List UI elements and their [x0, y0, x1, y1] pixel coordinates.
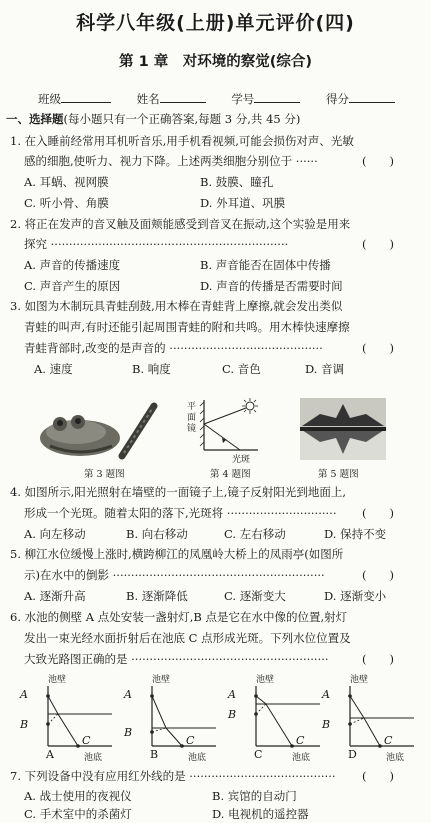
q3-answer-paren[interactable]: ( ) — [362, 341, 394, 355]
panel-b-point-c: C — [186, 734, 195, 747]
q2-line-2: 探究 ································································· — [24, 237, 289, 251]
panel-a-point-a: A — [20, 688, 28, 701]
panel-c-point-c: C — [296, 734, 305, 747]
q1-line-2: 感的细胞,使听力、视力下降。上述两类细胞分别位于 ······ — [24, 154, 318, 168]
page-title: 科学八年级(上册)单元评价(四) — [76, 12, 355, 34]
panel-d-point-c: C — [384, 734, 393, 747]
q7-option-d: D. 电视机的遥控器 — [212, 807, 309, 821]
q2-option-d: D. 声音的传播是否需要时间 — [200, 279, 343, 293]
figure-4-caption: 第 4 题图 — [210, 469, 251, 480]
name-blank[interactable] — [160, 90, 206, 103]
number-blank[interactable] — [254, 90, 300, 103]
panel-b-point-b: B — [124, 726, 133, 739]
panel-a-bottom-label: 池底 — [84, 753, 103, 763]
class-label: 班级 — [38, 92, 61, 106]
q3-option-c: C. 音色 — [222, 362, 261, 376]
q3-option-d: D. 音调 — [305, 362, 345, 376]
q1-option-d: D. 外耳道、巩膜 — [200, 196, 286, 210]
panel-a-wall-label: 池壁 — [48, 675, 67, 685]
section-note: (每小题只有一个正确答案,每题 3 分,共 45 分) — [63, 112, 301, 126]
q5-option-c: C. 逐渐变大 — [224, 589, 286, 603]
q2-answer-paren[interactable]: ( ) — [362, 237, 394, 251]
panel-choice-c[interactable]: C — [254, 748, 263, 761]
q2-option-a: A. 声音的传播速度 — [24, 258, 121, 272]
q6-line-3: 大致光路图正确的是 ······················································ — [24, 652, 329, 666]
panel-c-wall-label: 池壁 — [256, 675, 275, 685]
panel-d-wall-label: 池壁 — [350, 675, 369, 685]
q2-line-1: 2. 将正在发声的音叉触及面颊能感受到音叉在振动,这个实验是用来 — [10, 217, 351, 231]
panel-c-diagram — [236, 684, 320, 750]
q1-answer-paren[interactable]: ( ) — [362, 154, 394, 168]
chapter-subtitle: 第 1 章 对环境的察觉(综合) — [119, 54, 312, 70]
panel-d-diagram — [330, 684, 414, 750]
panel-c-point-a: A — [228, 688, 236, 701]
q4-line-1: 4. 如图所示,阳光照射在墙壁的一面镜子上,镜子反射阳光到地面上, — [10, 485, 347, 499]
q2-option-b: B. 声音能否在固体中传播 — [200, 258, 331, 272]
panel-b-diagram — [132, 684, 216, 750]
score-label: 得分 — [325, 92, 349, 106]
q7-answer-paren[interactable]: ( ) — [362, 769, 394, 783]
panel-c-point-b: B — [228, 708, 237, 721]
q5-line-1: 5. 柳江水位缓慢上涨时,横跨柳江的凤凰岭大桥上的凤雨亭(如图所 — [10, 547, 344, 561]
q7-option-c: C. 手术室中的杀菌灯 — [24, 807, 132, 821]
q4-option-c: C. 左右移动 — [224, 527, 286, 541]
q4-option-a: A. 向左移动 — [24, 527, 86, 541]
q1-option-c: C. 听小骨、角膜 — [24, 196, 109, 210]
panel-d-bottom-label: 池底 — [386, 753, 405, 763]
q4-option-d: D. 保持不变 — [324, 527, 387, 541]
q3-option-a: A. 速度 — [34, 362, 73, 376]
panel-d-point-b: B — [322, 718, 331, 731]
figure-3-caption: 第 3 题图 — [84, 469, 125, 480]
q1-option-b: B. 鼓膜、瞳孔 — [200, 175, 274, 189]
q6-line-1: 6. 水池的侧壁 A 点处安装一盏射灯,B 点是它在水中像的位置,射灯 — [10, 610, 348, 624]
q5-answer-paren[interactable]: ( ) — [362, 568, 394, 582]
panel-b-wall-label: 池壁 — [152, 675, 171, 685]
panel-c-bottom-label: 池底 — [292, 753, 311, 763]
q3-line-3: 青蛙背部时,改变的是声音的 ·········································· — [24, 341, 323, 355]
panel-choice-b[interactable]: B — [150, 748, 159, 761]
pavilion-reflection-image — [300, 398, 386, 460]
q5-option-d: D. 逐渐变小 — [324, 589, 387, 603]
q4-line-2: 形成一个光斑。随着太阳的落下,光斑将 ······························ — [24, 506, 337, 520]
q7-line-1: 7. 下列设备中没有应用红外线的是 ········································ — [10, 769, 336, 783]
student-info-row — [38, 90, 395, 107]
section-heading — [6, 111, 300, 127]
number-label: 学号 — [231, 92, 255, 106]
q6-answer-paren[interactable]: ( ) — [362, 652, 394, 666]
q4-answer-paren[interactable]: ( ) — [362, 506, 394, 520]
panel-choice-d[interactable]: D — [348, 748, 357, 761]
q4-option-b: B. 向右移动 — [126, 527, 188, 541]
q2-option-c: C. 声音产生的原因 — [24, 279, 121, 293]
panel-d-point-a: A — [322, 688, 330, 701]
q3-line-2: 青蛙的叫声,有时还能引起周围青蛙的附和共鸣。用木棒快速摩擦 — [24, 320, 350, 334]
sun-icon — [242, 398, 258, 414]
name-label: 姓名 — [136, 92, 160, 106]
class-blank[interactable] — [61, 90, 111, 103]
q3-option-b: B. 响度 — [132, 362, 171, 376]
q5-option-b: B. 逐渐降低 — [126, 589, 188, 603]
mirror-label-2: 面 — [187, 413, 197, 423]
panel-choice-a[interactable]: A — [46, 748, 54, 761]
q1-line-1: 1. 在入睡前经常用耳机听音乐,用手机看视频,可能会损伤对声、光敏 — [10, 134, 354, 148]
section-title: 一、选择题 — [6, 112, 64, 126]
mirror-label-1: 平 — [187, 402, 197, 412]
q7-option-b: B. 宾馆的自动门 — [212, 789, 297, 803]
q3-line-1: 3. 如图为木制玩具青蛙刮鼓,用木棒在青蛙背上摩擦,就会发出类似 — [10, 299, 343, 313]
panel-a-diagram — [28, 684, 112, 750]
panel-a-point-c: C — [82, 734, 91, 747]
light-spot-label: 光斑 — [232, 455, 251, 465]
panel-b-bottom-label: 池底 — [188, 753, 207, 763]
panel-a-point-b: B — [20, 718, 29, 731]
figure-5-caption: 第 5 题图 — [318, 469, 359, 480]
q6-line-2: 发出一束光经水面折射后在池底 C 点形成光斑。下列水位位置及 — [24, 631, 351, 645]
q5-option-a: A. 逐渐升高 — [24, 589, 86, 603]
score-blank[interactable] — [349, 90, 395, 103]
q5-line-2: 示)在水中的倒影 ·························································· — [24, 568, 325, 582]
frog-toy-image — [30, 398, 160, 460]
q1-option-a: A. 耳蜗、视网膜 — [24, 175, 109, 189]
mirror-label-3: 镜 — [187, 424, 197, 434]
panel-b-point-a: A — [124, 688, 132, 701]
q7-option-a: A. 战士使用的夜视仪 — [24, 789, 132, 803]
